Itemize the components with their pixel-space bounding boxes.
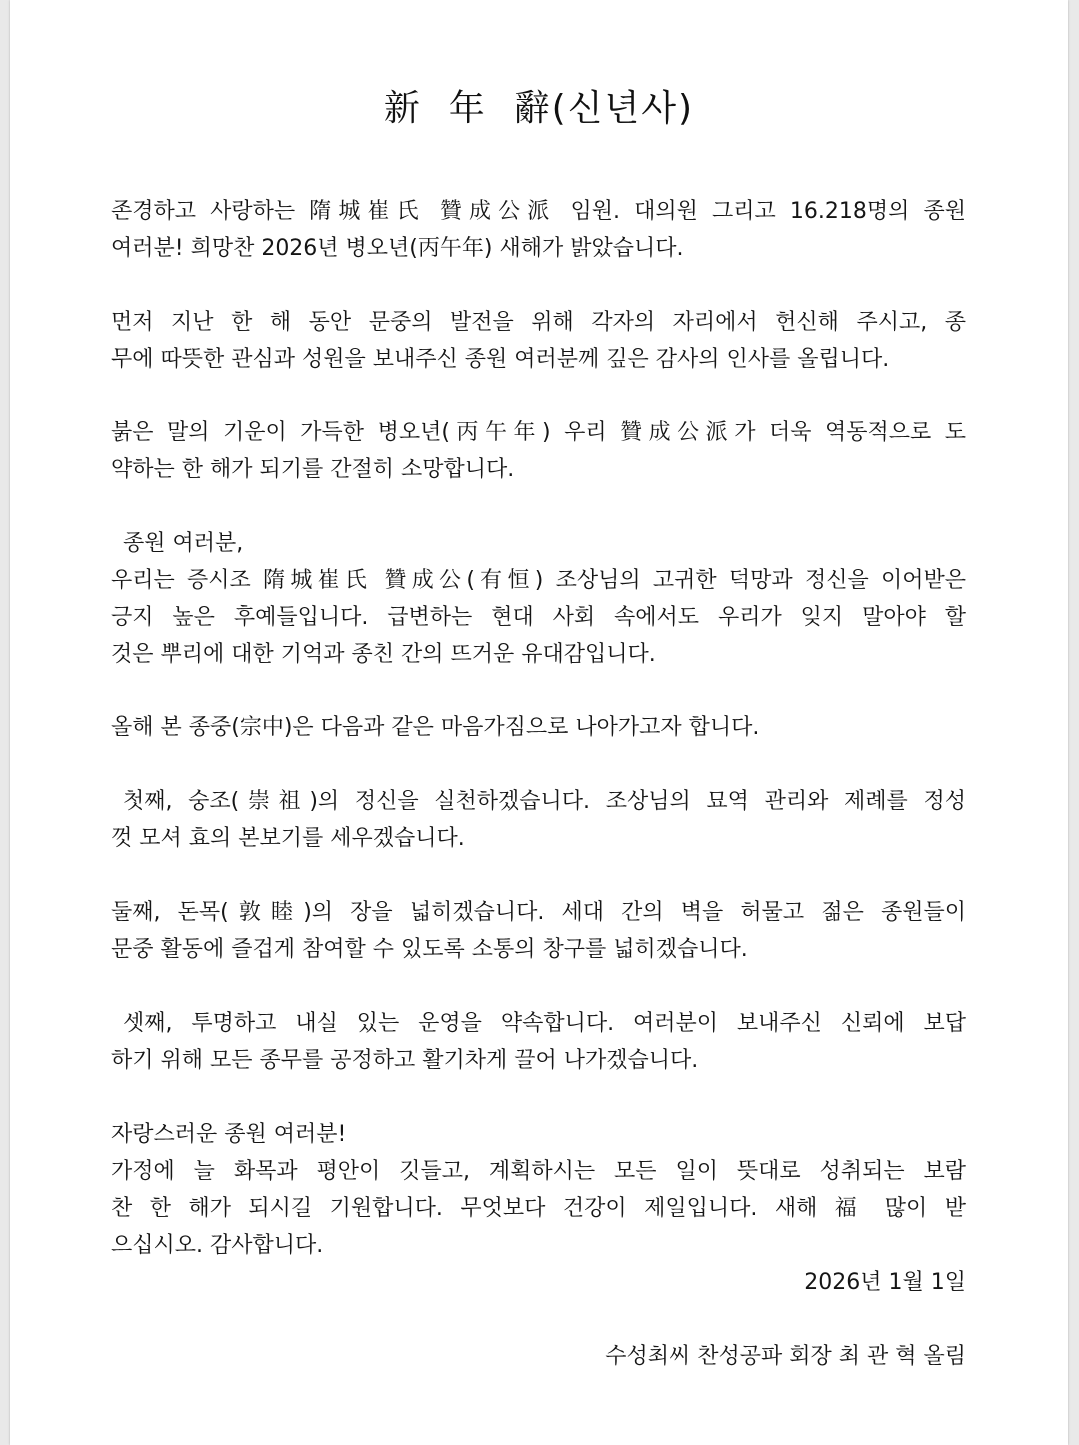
paragraph-line: 하기 위해 모든 종무를 공정하고 활기차게 끌어 나가겠습니다.: [111, 1048, 699, 1073]
paragraph-line: 긍지 높은 후예들입니다. 급변하는 현대 사회 속에서도 우리가 잊지 말아야 할: [111, 605, 966, 630]
paragraph-line: 문중 활동에 즐겁게 참여할 수 있도록 소통의 창구를 넓히겠습니다.: [111, 937, 748, 962]
paragraph-thanks: [111, 304, 966, 378]
paragraph-pledge-third: [111, 1005, 966, 1079]
document-date: 2026년 1월 1일: [804, 1270, 966, 1295]
paragraph-line: 무에 따뜻한 관심과 성원을 보내주신 종원 여러분께 깊은 감사의 인사를 올립니다.: [111, 347, 890, 372]
paragraph-wish: [111, 414, 966, 488]
page-title: 新 年 辭(신년사): [383, 88, 695, 129]
paragraph-greeting: [111, 193, 966, 267]
paragraph-line: 셋째, 투명하고 내실 있는 운영을 약속합니다. 여러분이 보내주신 신뢰에 보답: [123, 1011, 966, 1036]
paragraph-line: 둘째, 돈목(敦睦)의 장을 넓히겠습니다. 세대 간의 벽을 허물고 젊은 종원들이: [111, 900, 966, 925]
paragraph-line: 찬 한 해가 되시길 기원합니다. 무엇보다 건강이 제일입니다. 새해 福 많이 받: [111, 1196, 966, 1221]
paragraph-closing: [111, 1116, 966, 1264]
paragraph-line: 올해 본 종중(宗中)은 다음과 같은 마음가짐으로 나아가고자 합니다.: [111, 715, 760, 740]
paragraph-pledge-second: [111, 894, 966, 968]
paragraph-line: 껏 모셔 효의 본보기를 세우겠습니다.: [111, 826, 465, 851]
paragraph-line: 첫째, 숭조(崇祖)의 정신을 실천하겠습니다. 조상님의 묘역 관리와 제례를 정성: [123, 789, 966, 814]
paragraph-line: 여러분! 희망찬 2026년 병오년(丙午年) 새해가 밝았습니다.: [111, 236, 684, 261]
paragraph-line: 우리는 증시조 隋城崔氏 贊成公(有恒) 조상님의 고귀한 덕망과 정신을 이어받은: [111, 568, 966, 593]
paragraph-line: 것은 뿌리에 대한 기억과 종친 간의 뜨거운 유대감입니다.: [111, 642, 656, 667]
paragraph-heritage: [111, 525, 966, 673]
paragraph-line: 가정에 늘 화목과 평안이 깃들고, 계획하시는 모든 일이 뜻대로 성취되는 보람: [111, 1159, 966, 1184]
paragraph-line: 으십시오. 감사합니다.: [111, 1233, 324, 1258]
paragraph-line: 존경하고 사랑하는 隋城崔氏 贊成公派 임원. 대의원 그리고 16.218명의 종원: [111, 199, 966, 224]
paragraph-intro-pledges: [111, 709, 966, 746]
paragraph-pledge-first: [111, 783, 966, 857]
paragraph-line: 먼저 지난 한 해 동안 문중의 발전을 위해 각자의 자리에서 헌신해 주시고, 종: [111, 310, 966, 335]
document-page: [10, 0, 1068, 1445]
paragraph-line: 약하는 한 해가 되기를 간절히 소망합니다.: [111, 457, 515, 482]
signature: 수성최씨 찬성공파 회장 최 관 혁 올림: [605, 1344, 966, 1369]
paragraph-line: 종원 여러분,: [123, 531, 244, 556]
paragraph-line: 자랑스러운 종원 여러분!: [111, 1122, 347, 1147]
paragraph-line: 붉은 말의 기운이 가득한 병오년(丙午年) 우리 贊成公派가 더욱 역동적으로 도: [111, 420, 966, 445]
